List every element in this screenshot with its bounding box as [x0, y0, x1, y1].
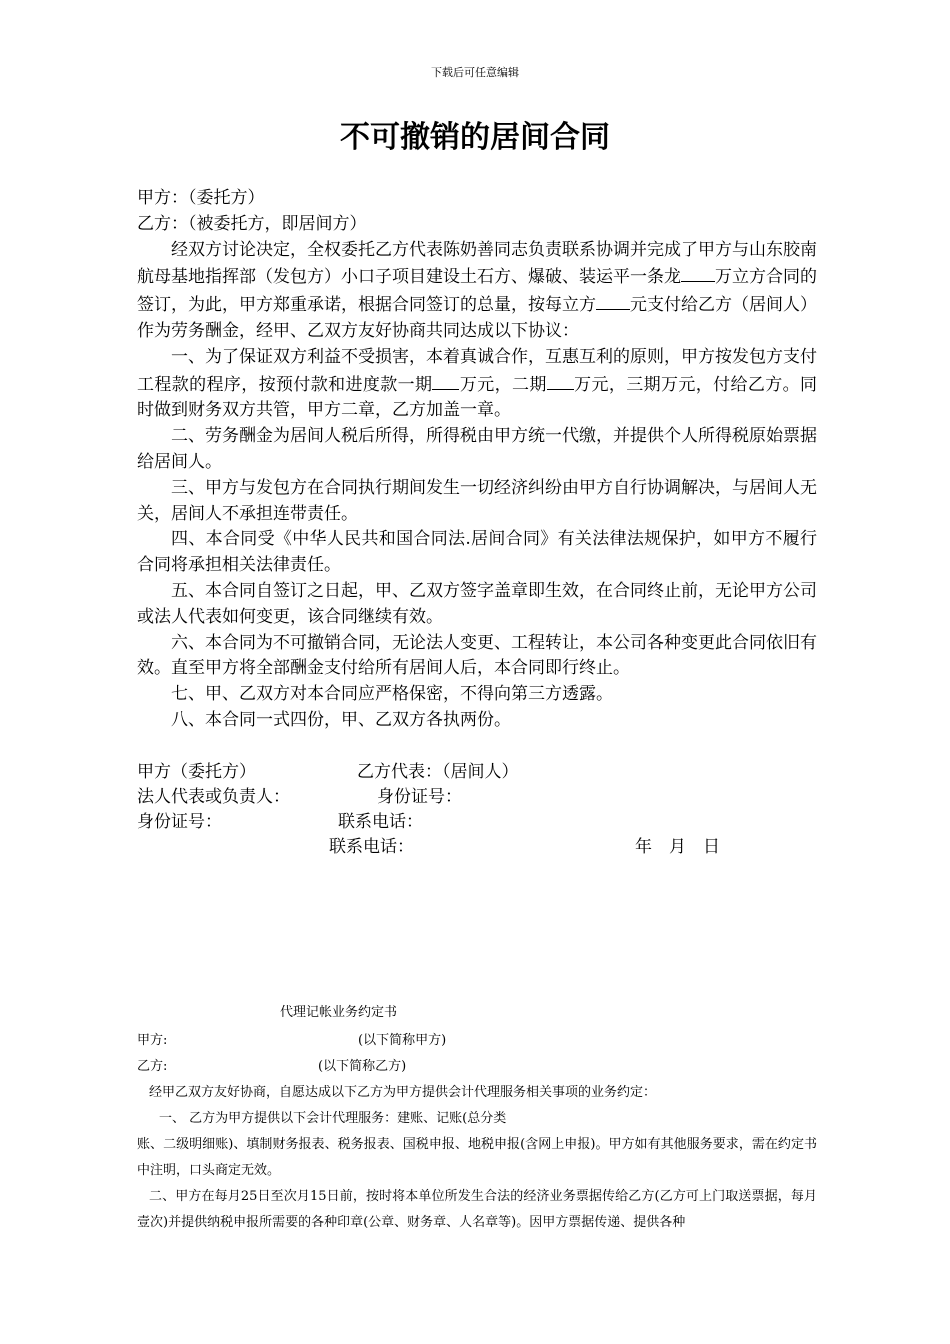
sig-phone-a: 联系电话： [338, 812, 423, 832]
sig-party-a: 甲方（委托方） [137, 762, 256, 782]
agency-title: 代理记帐业务约定书 [280, 1005, 398, 1020]
agency-agreement [137, 1000, 817, 1236]
clause-2: 二、劳务酬金为居间人税后所得，所得税由甲方统一代缴，并提供个人所得税原始票据给居间人。 [137, 426, 817, 472]
clause-4: 四、本合同受《中华人民共和国合同法.居间合同》有关法律法规保护，如甲方不履行合同将承担相关法律责任。 [137, 529, 817, 576]
volume-blank [681, 263, 715, 282]
clause-5: 五、本合同自签订之日起，甲、乙双方签字盖章即生效，在合同终止前，无论甲方公司或法人代表如何变更，该合同继续有效。 [137, 580, 817, 627]
agency-party-a-note: (以下简称甲方) [358, 1033, 447, 1048]
phase-2-blank [547, 371, 574, 390]
party-a-line: 甲方：（委托方） [137, 188, 265, 208]
agency-party-b-note: (以下简称乙方) [318, 1059, 407, 1074]
clause-1 [137, 345, 817, 424]
sig-party-b-rep: 乙方代表：（居间人） [357, 762, 519, 782]
intro-text-2: 万立方合同的签订，为此，甲方郑重承诺，根据合同签订的总量，按每立方 [137, 267, 817, 316]
agency-intro: 经甲乙双方友好协商，自愿达成以下乙方为甲方提供会计代理服务相关事项的业务约定： [149, 1085, 657, 1100]
contract-title: 不可撤销的居间合同 [340, 120, 610, 155]
agency-item-1-rest: 账、二级明细账)、填制财务报表、税务报表、国税申报、地税申报(含网上申报)。甲方如有其他服务要求，需在约定书中注明，口头商定无效。 [137, 1137, 817, 1178]
sig-date: 年 月 日 [635, 837, 720, 857]
clause-1-text-1: 一、为了保证双方利益不受损害，本着真诚合作，互惠互利的原则，甲方按发包方支付工程款的程序，按预付款和进度款一期 [137, 346, 817, 395]
sig-legal-rep: 法人代表或负责人： [137, 787, 290, 807]
clause-3: 三、甲方与发包方在合同执行期间发生一切经济纠纷由甲方自行协调解决，与居间人无关，居间人不承担连带责任。 [137, 477, 817, 524]
intro-text-1: 经双方讨论决定，全权委托乙方代表陈奶善同志负责联系协调并完成了甲方与山东胶南航母基地指挥部（发包方）小口子项目建设土石方、爆破、装运平一条龙 [137, 239, 817, 288]
intro-text-3: 元支付给乙方（居间人）作为劳务酬金，经甲、乙双方友好协商共同达成以下协议： [137, 295, 817, 341]
agency-item-1-first: 一、 乙方为甲方提供以下会计代理服务：建账、记账(总分类 [159, 1111, 507, 1126]
clause-6: 六、本合同为不可撤销合同，无论法人变更、工程转让，本公司各种变更此合同依旧有效。直至甲方将全部酬金支付给所有居间人后，本合同即行终止。 [137, 632, 817, 679]
clause-1-text-3: 万元，三期万元，付给乙方。同时做到财务双方共管，甲方二章，乙方加盖一章。 [137, 374, 818, 421]
clause-1-text-2: 万元，二期 [459, 374, 547, 395]
agency-party-a: 甲方: [137, 1033, 168, 1048]
contract-body [137, 186, 817, 734]
sig-id-no-b: 身份证号： [377, 787, 462, 807]
sig-phone-b: 联系电话： [329, 837, 414, 857]
signature-block [137, 760, 817, 860]
agency-item-2: 二、甲方在每月25日至次月15日前，按时将本单位所发生合法的经济业务票据传给乙方(乙方可上门取送票据，每月壹次)并提供纳税申报所需要的各种印章(公章、财务章、人名章等)。因甲方票据传递、提供各种 [137, 1189, 817, 1230]
clause-7: 七、甲、乙双方对本合同应严格保密，不得向第三方透露。 [171, 684, 613, 705]
phase-1-blank [432, 371, 459, 390]
sig-id-no-a: 身份证号： [137, 812, 222, 832]
party-b-line: 乙方：（被委托方，即居间方） [137, 213, 367, 234]
agency-party-b: 乙方: [137, 1059, 168, 1074]
top-note: 下载后可任意编辑 [431, 66, 519, 79]
intro-paragraph [137, 238, 817, 345]
unit-price-blank [596, 291, 630, 310]
clause-8: 八、本合同一式四份，甲、乙双方各执两份。 [171, 709, 511, 730]
